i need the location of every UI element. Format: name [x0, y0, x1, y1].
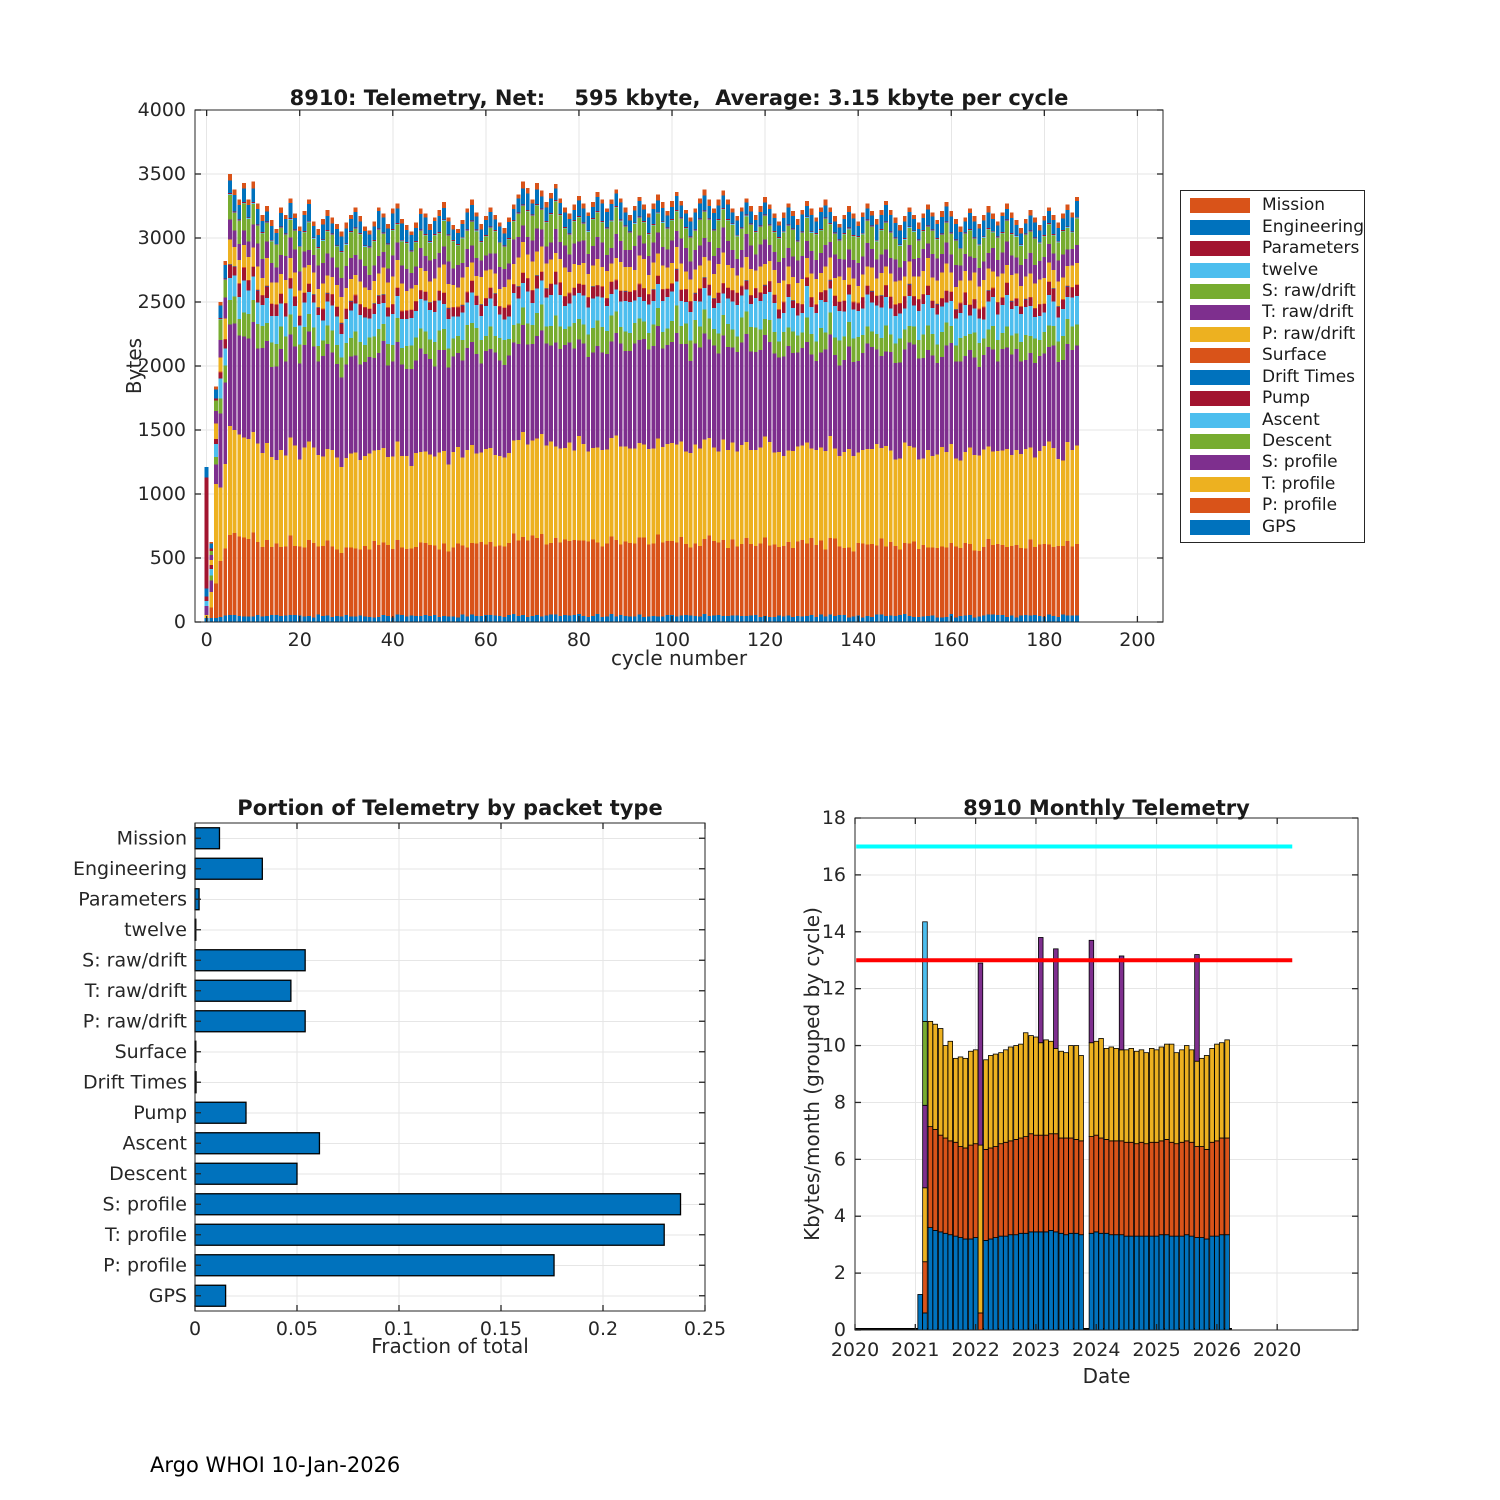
cycle-telemetry-plot: [138, 99, 1163, 651]
fraction-chart-title: Portion of Telemetry by packet type: [237, 796, 663, 820]
legend-swatch-icon: [1190, 327, 1250, 342]
fraction-bar: [195, 1194, 681, 1215]
fraction-bar: [195, 950, 305, 971]
tick-label: 2020: [1253, 1339, 1302, 1361]
monthly-chart-xlabel: Date: [1082, 1364, 1131, 1388]
legend-item: [1181, 409, 1364, 430]
fraction-bar: [195, 1163, 297, 1184]
fraction-bar: [195, 1255, 554, 1276]
tick-label: Descent: [109, 1162, 187, 1185]
tick-label: Parameters: [78, 888, 187, 911]
legend-swatch-icon: [1190, 263, 1250, 278]
tick-label: 12: [821, 977, 846, 1000]
legend-item-label: P: raw/drift: [1262, 323, 1356, 344]
tick-label: 1000: [137, 483, 186, 505]
fraction-bar: [195, 1102, 246, 1123]
tick-label: 200: [1119, 629, 1156, 651]
cycle-chart-title: 8910: Telemetry, Net: 595 kbyte, Average: 3.15 kbyte per cycle: [289, 86, 1069, 110]
legend-item: [1181, 302, 1364, 323]
tick-label: P: raw/drift: [82, 1010, 187, 1033]
legend-item: [1181, 452, 1364, 473]
legend-item-label: Surface: [1262, 345, 1327, 366]
legend-item: [1181, 195, 1364, 216]
tick-label: 2026: [1192, 1339, 1242, 1361]
monthly-chart-ylabel: Kbytes/month (grouped by cycle): [800, 907, 824, 1241]
legend-item-label: S: profile: [1262, 452, 1338, 473]
legend-item-label: Ascent: [1262, 409, 1320, 430]
legend-swatch-icon: [1190, 477, 1250, 492]
tick-label: 2020: [830, 1339, 880, 1361]
fraction-bar: [195, 1011, 305, 1032]
legend-swatch-icon: [1190, 455, 1250, 470]
tick-label: 160: [933, 629, 970, 651]
tick-label: twelve: [124, 918, 187, 941]
tick-label: 20: [287, 629, 312, 651]
tick-label: S: raw/drift: [82, 949, 187, 972]
legend-item: [1181, 345, 1364, 366]
tick-label: 2022: [951, 1339, 1000, 1361]
tick-label: 60: [473, 629, 498, 651]
legend-item-label: Descent: [1262, 431, 1332, 452]
legend: [1180, 190, 1365, 543]
tick-label: 16: [821, 863, 846, 886]
fraction-bar: [195, 1224, 664, 1245]
tick-label: 0: [173, 611, 186, 633]
legend-item-label: Mission: [1262, 195, 1326, 216]
tick-label: 4: [833, 1205, 846, 1228]
tick-label: 0: [200, 629, 213, 651]
legend-item-label: Engineering: [1262, 216, 1364, 237]
monthly-chart-title: 8910 Monthly Telemetry: [963, 796, 1250, 820]
legend-item: [1181, 281, 1364, 302]
tick-label: 2024: [1072, 1339, 1121, 1361]
legend-swatch-icon: [1190, 305, 1250, 320]
legend-item-label: Parameters: [1262, 238, 1360, 259]
cycle-chart-xlabel: cycle number: [610, 646, 748, 670]
tick-label: Engineering: [73, 857, 187, 880]
legend-item: [1181, 367, 1364, 388]
legend-item-label: S: raw/drift: [1262, 280, 1356, 301]
tick-label: 180: [1026, 629, 1063, 651]
legend-item-label: GPS: [1262, 516, 1297, 537]
tick-label: 80: [566, 629, 592, 651]
cycle-chart-ylabel: Bytes: [122, 337, 146, 395]
tick-label: 0.05: [275, 1318, 319, 1340]
tick-label: Mission: [116, 827, 187, 850]
legend-item: [1181, 259, 1364, 280]
tick-label: 8: [833, 1091, 846, 1114]
legend-item-label: T: raw/drift: [1262, 302, 1354, 323]
tick-label: 4000: [137, 99, 186, 121]
tick-label: T: raw/drift: [84, 979, 187, 1002]
tick-label: 2023: [1011, 1339, 1061, 1361]
tick-label: 2025: [1132, 1339, 1181, 1361]
figure-footer: Argo WHOI 10-Jan-2026: [150, 1453, 401, 1477]
tick-label: 2000: [137, 355, 186, 377]
tick-label: 10: [821, 1034, 846, 1057]
legend-swatch-icon: [1190, 520, 1250, 535]
legend-item: [1181, 431, 1364, 452]
tick-label: P: profile: [103, 1254, 187, 1277]
packet-fraction-plot: [73, 823, 726, 1340]
legend-swatch-icon: [1190, 198, 1250, 213]
legend-swatch-icon: [1190, 413, 1250, 428]
tick-label: Surface: [114, 1040, 187, 1063]
tick-label: 0: [833, 1319, 846, 1341]
tick-label: S: profile: [102, 1193, 187, 1216]
legend-item: [1181, 216, 1364, 237]
legend-item: [1181, 238, 1364, 259]
tick-label: 18: [821, 807, 846, 829]
fraction-chart-xlabel: Fraction of total: [371, 1334, 529, 1358]
fraction-bar: [195, 858, 262, 879]
tick-label: GPS: [148, 1284, 187, 1307]
tick-label: 0: [188, 1318, 202, 1340]
tick-label: 0.2: [587, 1318, 619, 1340]
tick-label: 14: [821, 920, 846, 943]
tick-label: Drift Times: [83, 1071, 187, 1094]
tick-label: 500: [149, 547, 186, 569]
legend-item: [1181, 474, 1364, 495]
legend-item: [1181, 388, 1364, 409]
tick-label: Ascent: [122, 1132, 187, 1155]
legend-swatch-icon: [1190, 284, 1250, 299]
legend-swatch-icon: [1190, 348, 1250, 363]
fraction-bar: [195, 980, 291, 1001]
monthly-telemetry-plot: [822, 807, 1358, 1361]
legend-swatch-icon: [1190, 391, 1250, 406]
tick-label: 2021: [891, 1339, 940, 1361]
legend-item: [1181, 495, 1364, 516]
legend-item-label: P: profile: [1262, 495, 1338, 516]
legend-swatch-icon: [1190, 498, 1250, 513]
tick-label: 0.1: [383, 1318, 415, 1340]
legend-swatch-icon: [1190, 370, 1250, 385]
tick-label: 2500: [137, 291, 186, 313]
legend-item-label: T: profile: [1262, 473, 1336, 494]
tick-label: 3500: [137, 163, 186, 185]
legend-item: [1181, 324, 1364, 345]
tick-label: T: profile: [105, 1223, 187, 1246]
tick-label: 0.15: [479, 1318, 523, 1340]
tick-label: Pump: [133, 1101, 187, 1124]
legend-swatch-icon: [1190, 220, 1250, 235]
legend-item-label: Pump: [1262, 388, 1311, 409]
tick-label: 0.25: [683, 1318, 727, 1340]
tick-label: 100: [653, 629, 691, 651]
tick-label: 40: [380, 629, 405, 651]
legend-item: [1181, 517, 1364, 538]
legend-swatch-icon: [1190, 241, 1250, 256]
tick-label: 140: [840, 629, 877, 651]
tick-label: 120: [746, 629, 784, 651]
tick-label: 2: [833, 1262, 846, 1285]
tick-label: 1500: [137, 419, 186, 441]
fraction-bar: [195, 1133, 319, 1154]
legend-item-label: twelve: [1262, 259, 1319, 280]
tick-label: 3000: [137, 227, 186, 249]
tick-label: 6: [833, 1148, 846, 1171]
legend-item-label: Drift Times: [1262, 366, 1356, 387]
legend-swatch-icon: [1190, 434, 1250, 449]
